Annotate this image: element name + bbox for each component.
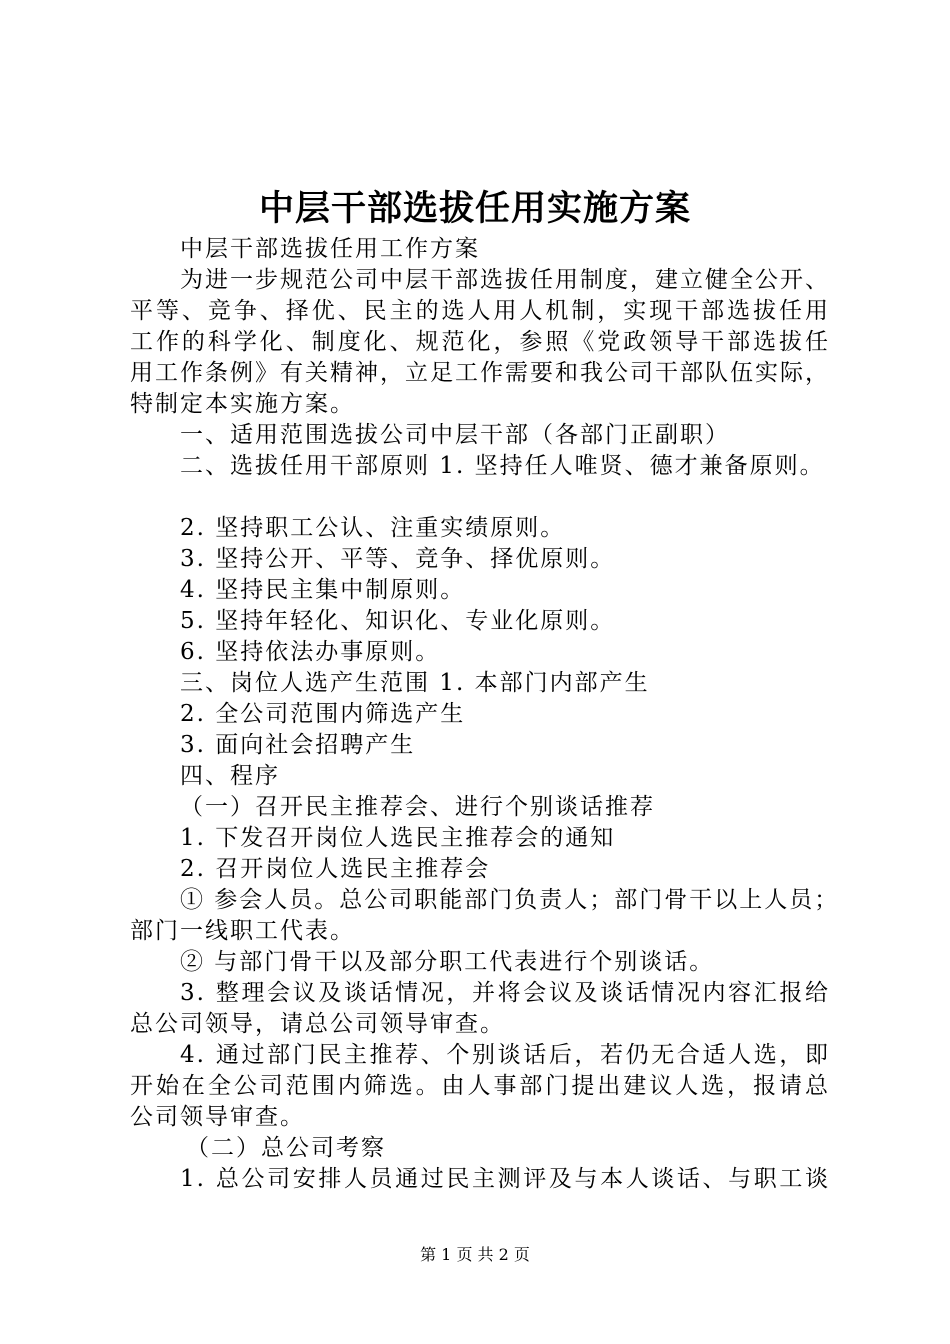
- list-item: 4. 坚持民主集中制原则。: [180, 577, 466, 603]
- subtitle-line: 中层干部选拔任用工作方案: [180, 236, 480, 262]
- document-title: 中层干部选拔任用实施方案: [258, 188, 691, 229]
- list-item: 2. 全公司范围内筛选产生: [180, 701, 466, 727]
- page-footer: 第 1 页 共 2 页: [420, 1245, 530, 1264]
- list-item: 3. 坚持公开、平等、竞争、择优原则。: [180, 546, 616, 572]
- list-item: 3. 面向社会招聘产生: [180, 732, 416, 758]
- body-line: 公司领导审查。: [130, 1104, 305, 1130]
- body-line: 工作的科学化、制度化、规范化，参照《党政领导干部选拔任: [130, 329, 830, 355]
- body-line: 平等、竞争、择优、民主的选人用人机制，实现干部选拔任用: [130, 298, 830, 324]
- list-item: ① 参会人员。总公司职能部门负责人；部门骨干以上人员；: [180, 887, 840, 913]
- subsection-heading: （一）召开民主推荐会、进行个别谈话推荐: [180, 794, 655, 820]
- list-item: 5. 坚持年轻化、知识化、专业化原则。: [180, 608, 616, 634]
- section-heading: 二、选拔任用干部原则 1. 坚持任人唯贤、德才兼备原则。: [180, 453, 825, 479]
- body-line: 总公司领导，请总公司领导审查。: [130, 1011, 505, 1037]
- body-line: 特制定本实施方案。: [130, 391, 355, 417]
- list-item: 6. 坚持依法办事原则。: [180, 639, 441, 665]
- list-item: 1. 总公司安排人员通过民主测评及与本人谈话、与职工谈: [180, 1166, 830, 1192]
- list-item: 2. 召开岗位人选民主推荐会: [180, 856, 491, 882]
- list-item: ② 与部门骨干以及部分职工代表进行个别谈话。: [180, 949, 715, 975]
- list-item: 1. 下发召开岗位人选民主推荐会的通知: [180, 825, 616, 851]
- section-heading: 一、适用范围选拔公司中层干部（各部门正副职）: [180, 422, 730, 448]
- body-line: 用工作条例》有关精神，立足工作需要和我公司干部队伍实际，: [130, 360, 830, 386]
- list-item: 4. 通过部门民主推荐、个别谈话后，若仍无合适人选，即: [180, 1042, 830, 1068]
- section-heading: 三、岗位人选产生范围 1. 本部门内部产生: [180, 670, 650, 696]
- body-line: 开始在全公司范围内筛选。由人事部门提出建议人选，报请总: [130, 1073, 830, 1099]
- body-line: 为进一步规范公司中层干部选拔任用制度，建立健全公开、: [180, 267, 830, 293]
- list-item: 2. 坚持职工公认、注重实绩原则。: [180, 515, 566, 541]
- section-heading: 四、程序: [180, 763, 280, 789]
- subsection-heading: （二）总公司考察: [186, 1135, 386, 1161]
- body-line: 部门一线职工代表。: [130, 918, 355, 944]
- list-item: 3. 整理会议及谈话情况，并将会议及谈话情况内容汇报给: [180, 980, 830, 1006]
- document-body: [130, 234, 840, 1195]
